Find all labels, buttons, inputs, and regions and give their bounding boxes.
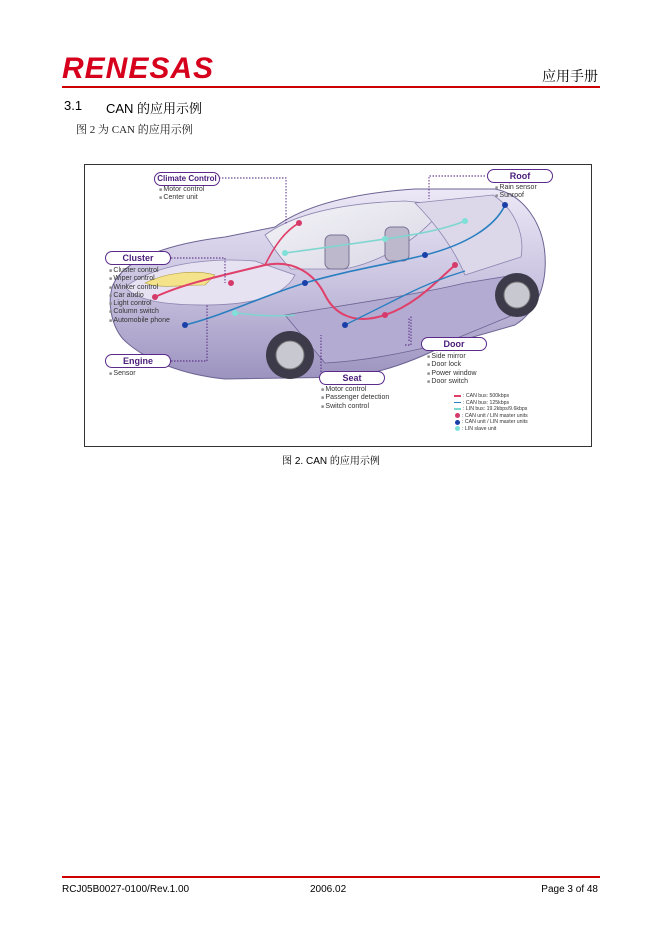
- climate-control-items: [159, 186, 204, 203]
- section-title: CAN 的应用示例: [106, 101, 203, 116]
- list-item: ■ Power window: [427, 370, 477, 378]
- list-item: ■ Motor control: [159, 186, 204, 194]
- figure-caption: 图 2. CAN 的应用示例: [282, 456, 380, 467]
- seat-items: [321, 386, 389, 411]
- blue-line-swatch: [454, 402, 461, 403]
- climate-control-callout: Climate Control: [154, 172, 220, 186]
- header-divider: [62, 86, 600, 88]
- list-item: ■ Switch control: [321, 403, 389, 411]
- renesas-logo: RENESAS: [62, 52, 215, 85]
- page-header: [62, 48, 600, 90]
- list-item: ■ Door switch: [427, 378, 477, 386]
- list-item: ■ Sunroof: [495, 192, 537, 200]
- legend-can-500: : CAN bus: 500kbps: [454, 393, 528, 400]
- cyan-line-swatch: [454, 408, 461, 410]
- can-application-figure: [84, 164, 592, 447]
- bus-legend: [454, 393, 528, 432]
- roof-items: [495, 184, 537, 201]
- door-items: [427, 353, 477, 386]
- list-item: ■ Rain sensor: [495, 184, 537, 192]
- list-item: ■ Sensor: [109, 370, 136, 378]
- seat-callout: Seat: [319, 371, 385, 385]
- legend-lin-slave: : LIN slave unit: [454, 426, 528, 433]
- blue-dot-icon: [455, 420, 460, 425]
- document-id: RCJ05B0027-0100/Rev.1.00: [62, 884, 190, 895]
- engine-callout: Engine: [105, 354, 171, 368]
- list-item: ■ Cluster control: [109, 267, 170, 275]
- list-item: ■ Center unit: [159, 194, 204, 202]
- roof-callout: Roof: [487, 169, 553, 183]
- engine-items: [109, 370, 136, 378]
- section-number: 3.1: [64, 98, 83, 113]
- footer-divider: [62, 876, 600, 878]
- red-line-swatch: [454, 395, 461, 397]
- list-item: ■ Car audio: [109, 292, 170, 300]
- cyan-dot-icon: [455, 426, 460, 431]
- list-item: ■ Column switch: [109, 308, 170, 316]
- list-item: ■ Side mirror: [427, 353, 477, 361]
- list-item: ■ Motor control: [321, 386, 389, 394]
- list-item: ■ Winker control: [109, 284, 170, 292]
- list-item: ■ Door lock: [427, 361, 477, 369]
- legend-can-unit-red: : CAN unit / LIN master units: [454, 413, 528, 420]
- list-item: ■ Passenger detection: [321, 394, 389, 402]
- list-item: ■ Automobile phone: [109, 317, 170, 325]
- legend-lin-bus: : LIN bus: 19.2kbps/9.6kbps: [454, 406, 528, 413]
- list-item: ■ Wiper control: [109, 275, 170, 283]
- red-dot-icon: [455, 413, 460, 418]
- cluster-items: [109, 267, 170, 325]
- door-callout: Door: [421, 337, 487, 351]
- document-date: 2006.02: [310, 884, 347, 895]
- document-type: 应用手册: [542, 68, 598, 84]
- cluster-callout: Cluster: [105, 251, 171, 265]
- list-item: ■ Light control: [109, 300, 170, 308]
- legend-can-unit-blue: : CAN unit / LIN master units: [454, 419, 528, 426]
- page-number: Page 3 of 48: [541, 884, 598, 895]
- intro-text: 图 2 为 CAN 的应用示例: [76, 124, 193, 136]
- legend-can-125: : CAN bus: 125kbps: [454, 400, 528, 407]
